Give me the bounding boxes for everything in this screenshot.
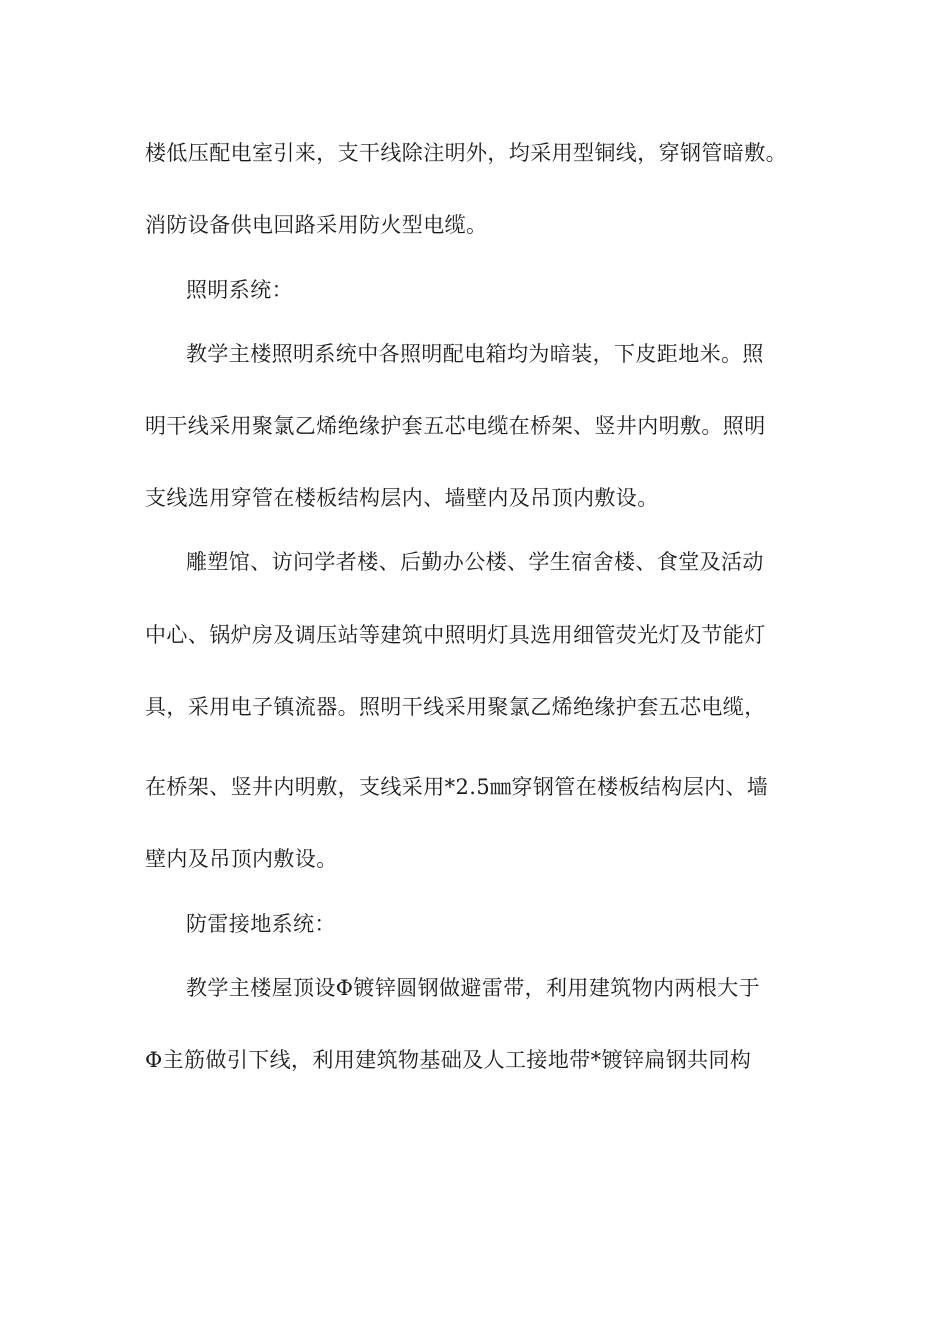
section-heading-lightning-protection: 防雷接地系统： — [186, 912, 336, 936]
text-line-9: 具，采用电子镇流器。照明干线采用聚氯乙烯绝缘护套五芯电缆， — [145, 695, 766, 719]
text-line-14: Φ主筋做引下线，利用建筑物基础及人工接地带*镀锌扁钢共同构 — [145, 1048, 752, 1072]
text-line-4: 教学主楼照明系统中各照明配电箱均为暗装，下皮距地米。照 — [186, 342, 764, 366]
text-line-13: 教学主楼屋顶设Φ镀锌圆钢做避雷带，利用建筑物内两根大于 — [186, 976, 761, 1000]
text-line-5: 明干线采用聚氯乙烯绝缘护套五芯电缆在桥架、竖井内明敷。照明 — [145, 414, 766, 438]
text-line-1: 楼低压配电室引来，支干线除注明外，均采用型铜线，穿钢管暗敷。 — [145, 141, 787, 165]
text-line-6: 支线选用穿管在楼板结构层内、墙壁内及吊顶内敷设。 — [145, 486, 659, 510]
text-line-11: 壁内及吊顶内敷设。 — [145, 847, 338, 871]
text-line-10: 在桥架、竖井内明敷，支线采用*2.5㎜穿钢管在楼板结构层内、墙 — [145, 775, 769, 799]
section-heading-lighting: 照明系统： — [186, 278, 293, 302]
text-line-2: 消防设备供电回路采用防火型电缆。 — [145, 213, 488, 237]
text-line-7: 雕塑馆、访问学者楼、后勤办公楼、学生宿舍楼、食堂及活动 — [186, 550, 764, 574]
text-line-8: 中心、锅炉房及调压站等建筑中照明灯具选用细管荧光灯及节能灯 — [145, 623, 766, 647]
